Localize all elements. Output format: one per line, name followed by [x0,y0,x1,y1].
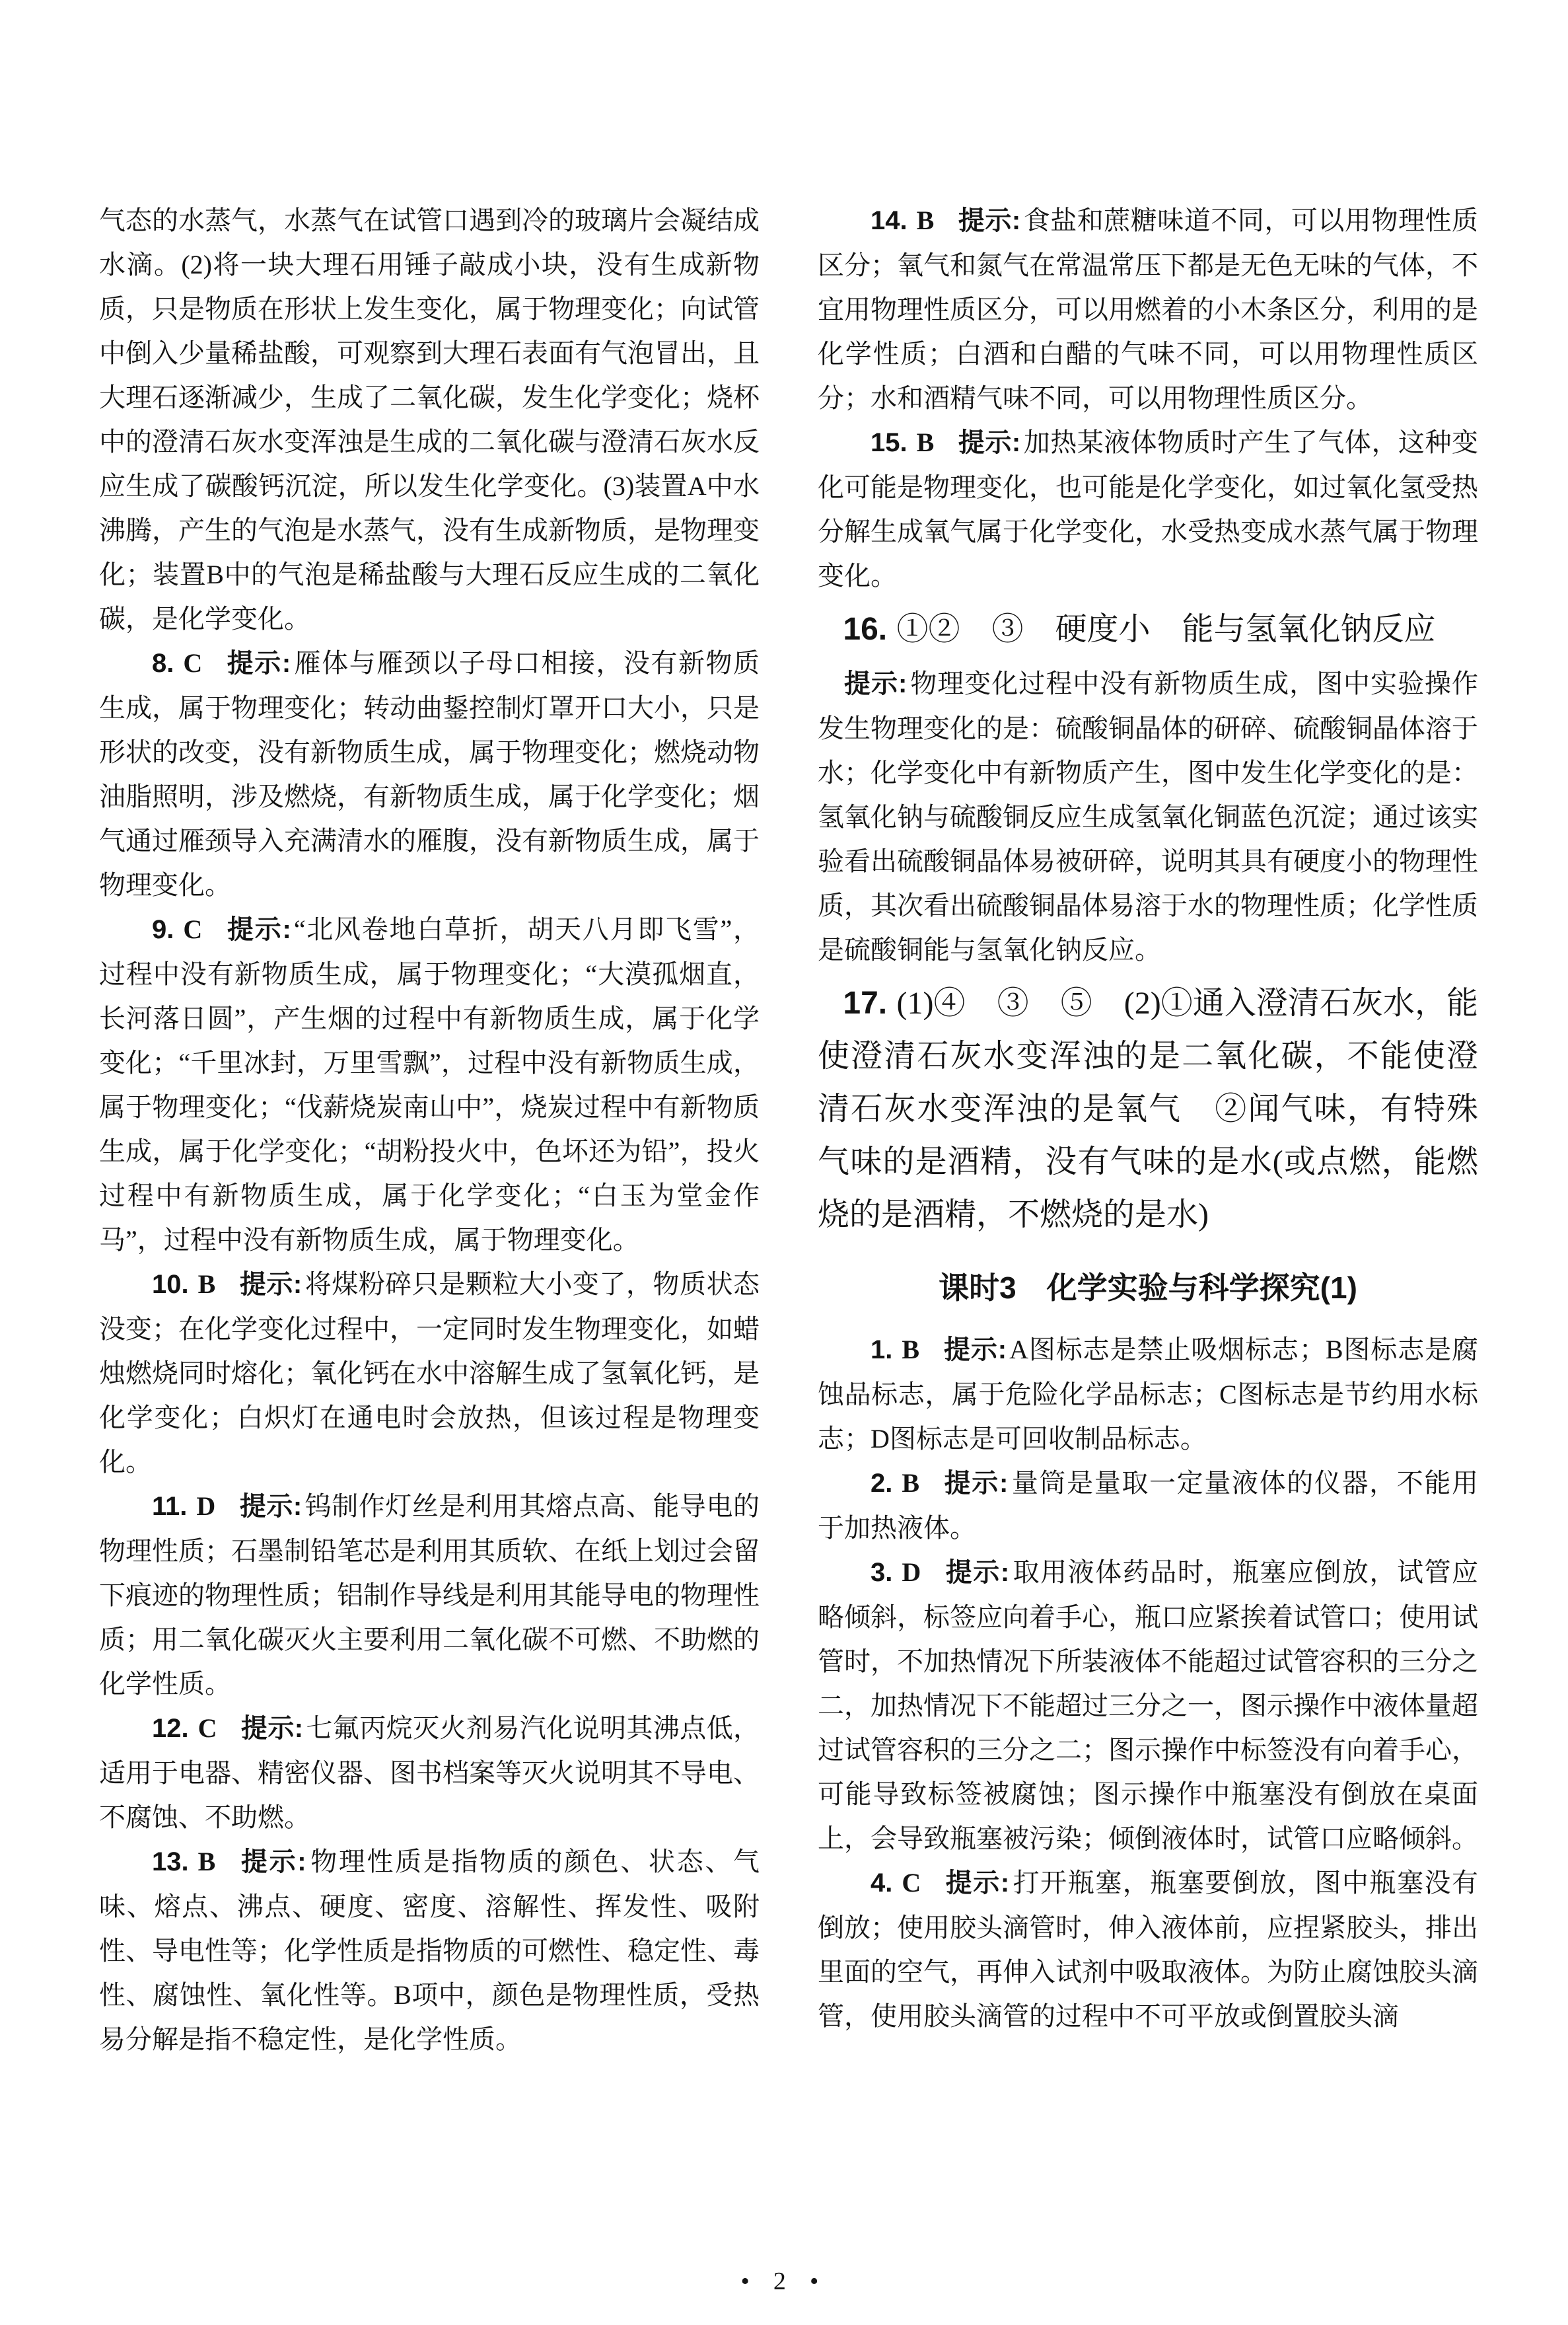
answer-item-17 [818,977,1478,1241]
hint-text: 七氟丙烷灭火剂易汽化说明其沸点低，适用于电器、精密仪器、图书档案等灭火说明其不导电、不腐蚀、不助燃。 [99,1713,760,1832]
hint-label: 提示: [239,1492,303,1521]
hint-label: 提示: [958,206,1021,235]
answer-item-10 [99,1262,760,1484]
answer-letter: B [902,1468,920,1498]
hint-text: “北风卷地白草折，胡天八月即飞雪”，过程中没有新物质生成，属于物理变化；“大漠孤烟直，长河落日圆”，产生烟的过程中有新物质生成，属于化学变化；“千里冰封，万里雪飘”，过程中没有新物质生成，属于物理变化；“伐薪烧炭南山中”，烧炭过程中有新物质生成，属于化学变化；“胡粉投火中，色坏还为铅”，投火过程中有新物质生成，属于化学变化；“白玉为堂金作马”，过程中没有新物质生成，属于物理变化。 [99,914,760,1255]
answer-letter: B [916,205,935,235]
answer-item-2 [818,1461,1478,1550]
hint-label: 提示: [226,915,291,944]
answer-item-14 [818,198,1478,420]
answer-item-11 [99,1484,760,1706]
two-column-layout [99,198,1479,2061]
hint-text: A图标志是禁止吸烟标志；B图标志是腐蚀品标志，属于危险化学品标志；C图标志是节约用水标志；D图标志是可回收制品标志。 [818,1335,1478,1454]
answer-item-12 [99,1706,760,1839]
answer-item-8 [99,641,760,907]
answer-item-15 [818,420,1478,598]
answer-number: 11. [152,1492,188,1521]
hint-label: 提示: [943,1469,1009,1498]
answer-letter: B [197,1269,216,1299]
page-number: • 2 • [740,2268,828,2295]
section-heading: 课时3 化学实验与科学探究(1) [939,1271,1357,1305]
answer-letter: D [902,1557,921,1587]
hint-label: 提示: [226,649,291,678]
answer-number: 4. [871,1868,893,1898]
answer-16-hint [818,661,1478,972]
answer-number: 16. [843,612,888,647]
hint-label: 提示: [943,1335,1007,1364]
answer-letter: D [196,1491,216,1521]
answer-number: 13. [152,1847,189,1876]
hint-label: 提示: [240,1714,304,1743]
answer-number: 15. [871,428,908,457]
answer-item-16 [818,603,1478,656]
answer-item-3 [818,1550,1478,1861]
answer-number: 3. [871,1558,893,1587]
hint-text: 雁体与雁颈以子母口相接，没有新物质生成，属于物理变化；转动曲鋬控制灯罩开口大小，只是形状的改变，没有新物质生成，属于物理变化；燃烧动物油脂照明，涉及燃烧，有新物质生成，属于化学变化；烟气通过雁颈导入充满清水的雁腹，没有新物质生成，属于物理变化。 [99,648,760,900]
answer-number: 10. [152,1270,189,1299]
hint-label: 提示: [844,669,908,698]
hint-label: 提示: [239,1270,303,1299]
left-column [99,198,760,2061]
hint-text: 物理变化过程中没有新物质生成，图中实验操作发生物理变化的是：硫酸铜晶体的研碎、硫酸铜晶体溶于水；化学变化中有新物质产生，图中发生化学变化的是：氢氧化钠与硫酸铜反应生成氢氧化铜蓝色沉淀；通过该实验看出硫酸铜晶体易被研碎，说明其具有硬度小的物理性质，其次看出硫酸铜晶体易溶于水的物理性质；化学性质是硫酸铜能与氢氧化钠反应。 [818,669,1478,965]
answer-number: 9. [152,915,174,944]
answer-number: 1. [871,1335,893,1364]
hint-label: 提示: [239,1847,306,1876]
hint-text: 取用液体药品时，瓶塞应倒放，试管应略倾斜，标签应向着手心，瓶口应紧挨着试管口；使用试管时，不加热情况下所装液体不能超过试管容积的三分之二，加热情况下不能超过三分之一，图示操作中液体量超过试管容积的三分之二；图示操作中标签没有向着手心，可能导致标签被腐蚀；图示操作中瓶塞没有倒放在桌面上，会导致瓶塞被污染；倾倒液体时，试管口应略倾斜。 [818,1557,1478,1853]
answer-text: ①② ③ 硬度小 能与氢氧化钠反应 [896,612,1436,647]
hint-text: 打开瓶塞，瓶塞要倒放，图中瓶塞没有倒放；使用胶头滴管时，伸入液体前，应捏紧胶头，排出里面的空气，再伸入试剂中吸取液体。为防止腐蚀胶头滴管，使用胶头滴管的过程中不可平放或倒置胶头滴 [818,1868,1478,2031]
answer-letter: C [197,1713,217,1743]
hint-text: 加热某液体物质时产生了气体，这种变化可能是物理变化，也可能是化学变化，如过氧化氢受热分解生成氧气属于化学变化，水受热变成水蒸气属于物理变化。 [818,427,1479,591]
answer-letter: C [902,1868,921,1898]
answer-continuation-paragraph: 气态的水蒸气，水蒸气在试管口遇到冷的玻璃片会凝结成水滴。(2)将一块大理石用锤子敲成小块，没有生成新物质，只是物质在形状上发生变化，属于物理变化；向试管中倒入少量稀盐酸，可观察到大理石表面有气泡冒出，且大理石逐渐减少，生成了二氧化碳，发生化学变化；烧杯中的澄清石灰水变浑浊是生成的二氧化碳与澄清石灰水反应生成了碳酸钙沉淀，所以发生化学变化。(3)装置A中水沸腾，产生的气泡是水蒸气，没有生成新物质，是物理变化；装置B中的气泡是稀盐酸与大理石反应生成的二氧化碳，是化学变化。 [99,205,760,634]
hint-label: 提示: [944,1868,1010,1898]
answer-item-1 [818,1327,1478,1461]
answer-number: 12. [152,1714,189,1743]
answer-number: 14. [871,206,908,235]
answer-letter: C [183,914,203,944]
answer-letter: B [902,1335,920,1364]
answer-number: 17. [843,986,888,1021]
hint-text: 食盐和蔗糖味道不同，可以用物理性质区分；氧气和氮气在常温常压下都是无色无味的气体，不宜用物理性质区分，可以用燃着的小木条区分，利用的是化学性质；白酒和白醋的气味不同，可以用物理性质区分；水和酒精气味不同，可以用物理性质区分。 [818,205,1479,413]
answer-item-9 [99,907,760,1262]
hint-text: 钨制作灯丝是利用其熔点高、能导电的物理性质；石墨制铅笔芯是利用其质软、在纸上划过会留下痕迹的物理性质；铝制作导线是利用其能导电的物理性质；用二氧化碳灭火主要利用二氧化碳不可燃、不助燃的化学性质。 [99,1491,760,1699]
answer-text: (1)④ ③ ⑤ (2)①通入澄清石灰水，能使澄清石灰水变浑浊的是二氧化碳，不能使澄清石灰水变浑浊的是氧气 ②闻气味，有特殊气味的是酒精，没有气味的是水(或点燃，能燃烧的是酒精，不燃烧的是水) [818,986,1478,1232]
hint-text: 将煤粉碎只是颗粒大小变了，物质状态没变；在化学变化过程中，一定同时发生物理变化，如蜡烛燃烧同时熔化；氧化钙在水中溶解生成了氢氧化钙，是化学变化；白炽灯在通电时会放热，但该过程是物理变化。 [99,1269,760,1477]
answer-item-4 [818,1861,1478,2038]
answer-number: 8. [152,649,174,678]
answer-item-13 [99,1839,760,2061]
hint-text: 量筒是量取一定量液体的仪器，不能用于加热液体。 [818,1468,1478,1543]
hint-label: 提示: [944,1558,1010,1587]
answer-letter: B [916,427,935,457]
hint-label: 提示: [958,428,1021,457]
answer-letter: C [183,648,203,678]
hint-text: 物理性质是指物质的颜色、状态、气味、熔点、沸点、硬度、密度、溶解性、挥发性、吸附性、导电性等；化学性质是指物质的可燃性、稳定性、毒性、腐蚀性、氧化性等。B项中，颜色是物理性质，受热易分解是指不稳定性，是化学性质。 [99,1847,760,2054]
page-number-footer [0,2267,1568,2296]
answer-letter: B [197,1847,216,1876]
answer-number: 2. [871,1469,893,1498]
right-column [818,198,1478,2038]
